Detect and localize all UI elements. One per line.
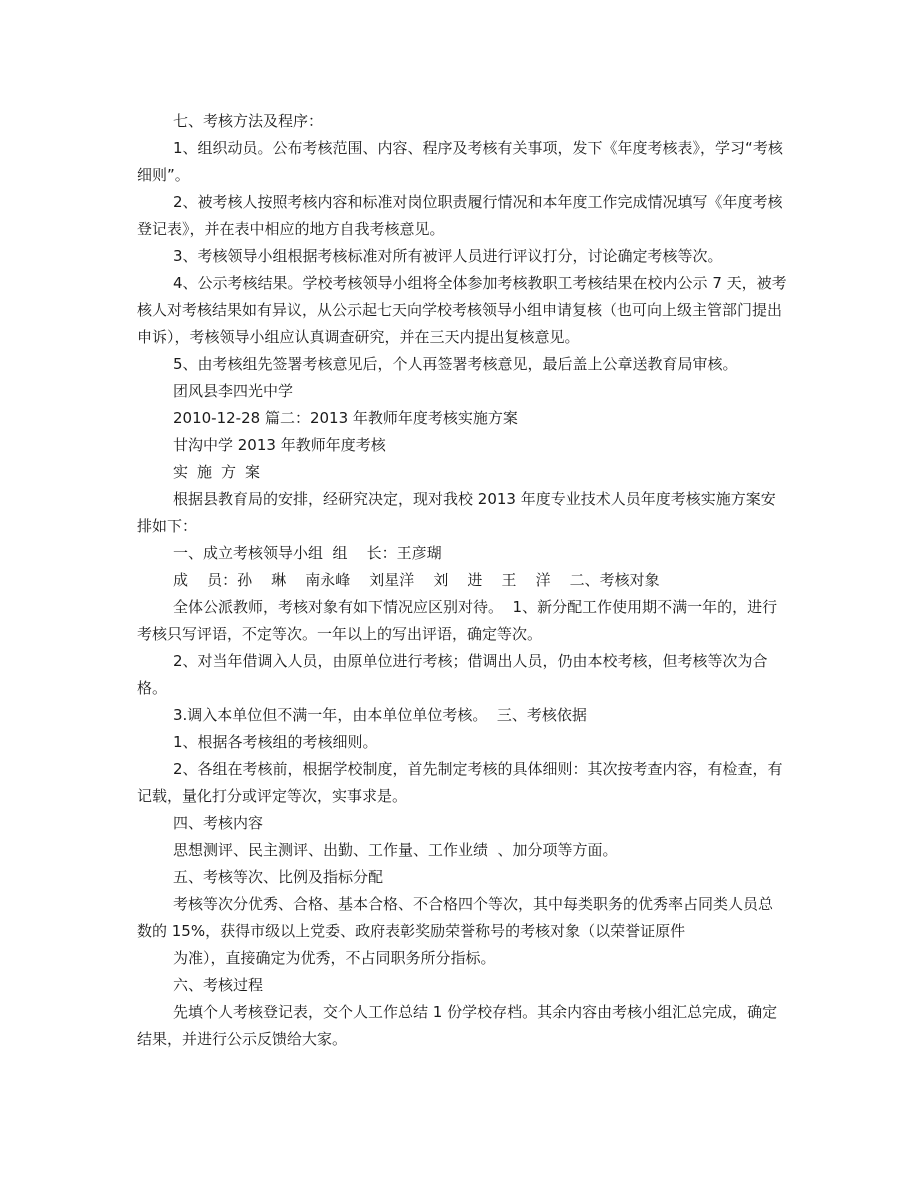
paragraph: 2、被考核人按照考核内容和标准对岗位职责履行情况和本年度工作完成情况填写《年度考核登记表》，并在表中相应的地方自我考核意见。 — [137, 193, 783, 238]
paragraph: 五、考核等次、比例及指标分配 — [173, 868, 384, 886]
paragraph: 3.调入本单位但不满一年，由本单位单位考核。 三、考核依据 — [173, 706, 587, 724]
paragraph: 1、组织动员。公布考核范围、内容、程序及考核有关事项，发下《年度考核表》，学习“考核细则”。 — [137, 139, 783, 184]
paragraph: 成 员：孙 琳 南永峰 刘星洋 刘 进 王 洋 二、考核对象 — [173, 571, 660, 589]
paragraph: 2、各组在考核前，根据学校制度，首先制定考核的具体细则：其次按考查内容，有检查，有记载，量化打分或评定等次，实事求是。 — [137, 760, 783, 805]
paragraph: 5、由考核组先签署考核意见后，个人再签署考核意见，最后盖上公章送教育局审核。 — [173, 355, 738, 373]
paragraph: 4、公示考核结果。学校考核领导小组将全体参加考核教职工考核结果在校内公示 7 天，被考核人对考核结果如有异议，从公示起七天向学校考核领导小组申请复核（也可向上级主管部门提出申诉），考核领导小组应认真调查研究，并在三天内提出复核意见。 — [137, 274, 787, 346]
paragraph: 3、考核领导小组根据考核标准对所有被评人员进行评议打分，讨论确定考核等次。 — [173, 247, 723, 265]
paragraph: 团风县李四光中学 — [173, 382, 294, 400]
paragraph: 考核等次分优秀、合格、基本合格、不合格四个等次，其中每类职务的优秀率占同类人员总数的 15%，获得市级以上党委、政府表彰奖励荣誉称号的考核对象（以荣誉证原件 — [137, 895, 774, 940]
paragraph: 甘沟中学 2013 年教师年度考核 — [173, 436, 386, 454]
paragraph: 全体公派教师，考核对象有如下情况应区别对待。 1、新分配工作使用期不满一年的，进行考核只写评语，不定等次。一年以上的写出评语，确定等次。 — [137, 598, 778, 643]
paragraph: 1、根据各考核组的考核细则。 — [173, 733, 378, 751]
paragraph: 四、考核内容 — [173, 814, 264, 832]
paragraph: 2010-12-28 篇二：2013 年教师年度考核实施方案 — [173, 409, 518, 427]
paragraph: 六、考核过程 — [173, 976, 264, 994]
paragraph: 实施方案 — [173, 463, 270, 481]
paragraph: 2、对当年借调入人员，由原单位进行考核；借调出人员，仍由本校考核，但考核等次为合格。 — [137, 652, 768, 697]
paragraph: 思想测评、民主测评、出勤、工作量、工作业绩 、加分项等方面。 — [173, 841, 618, 859]
paragraph: 根据县教育局的安排，经研究决定，现对我校 2013 年度专业技术人员年度考核实施方案安排如下： — [137, 490, 776, 535]
paragraph: 七、考核方法及程序： — [173, 112, 324, 130]
paragraph: 为准），直接确定为优秀，不占同职务所分指标。 — [173, 949, 496, 967]
document-body — [137, 108, 787, 1053]
paragraph: 先填个人考核登记表，交个人工作总结 1 份学校存档。其余内容由考核小组汇总完成，确定结果，并进行公示反馈给大家。 — [137, 1003, 778, 1048]
paragraph: 一、成立考核领导小组 组 长：王彦瑚 — [173, 544, 442, 562]
